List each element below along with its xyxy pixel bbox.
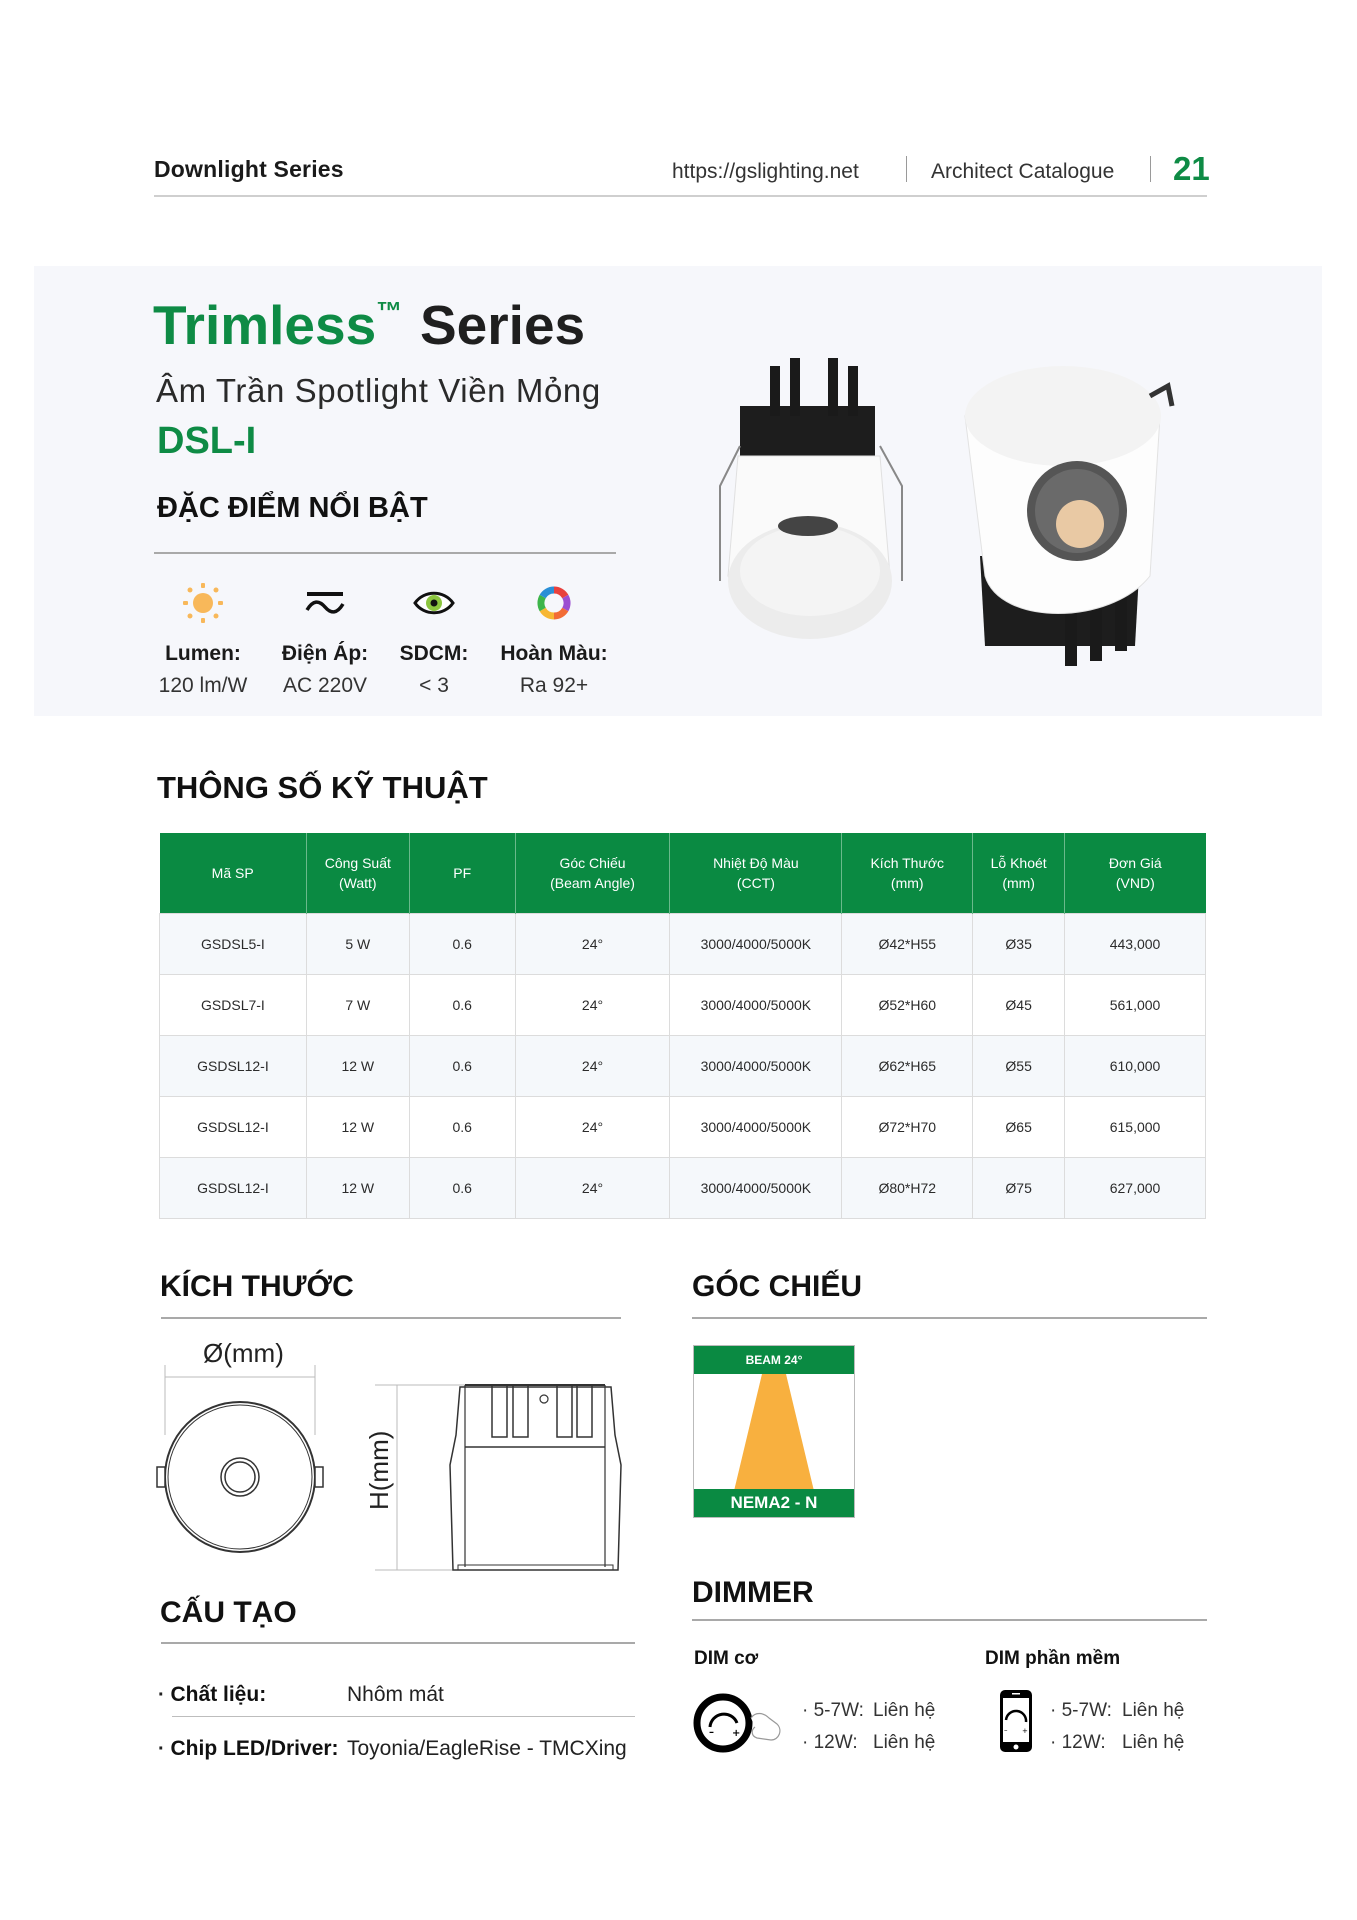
table-row [160,1157,1206,1218]
header-divider [1150,156,1151,182]
svg-text:+: + [1022,1727,1028,1735]
dim-mechanical-value: Liên hệ [873,1732,936,1753]
cell-cutout: Ø35 [973,913,1065,974]
feature-cri [499,578,609,698]
nema-label: NEMA2 - N [694,1489,854,1517]
features-heading: ĐẶC ĐIỂM NỔI BẬT [157,492,428,524]
dimension-drawing [150,1355,630,1585]
product-photo [680,346,1240,686]
cell-size: Ø62*H65 [842,1035,973,1096]
cell-beam: 24° [515,1096,670,1157]
dimensions-rule [161,1317,621,1319]
col-header-code: Mã SP [160,833,307,913]
cell-power: 12 W [306,1035,409,1096]
dim-mechanical-row: · 5-7W: [802,1700,864,1721]
beam-heading: GÓC CHIẾU [692,1270,863,1303]
col-header-price: Đơn Giá (VND) [1065,833,1206,913]
spec-heading: THÔNG SỐ KỸ THUẬT [157,770,488,805]
feature-lumen [148,578,258,698]
cell-size: Ø80*H72 [842,1157,973,1218]
cell-cct: 3000/4000/5000K [670,974,842,1035]
product-subtitle: Âm Trần Spotlight Viền Mỏng [156,372,601,409]
phone-dimmer-icon [997,1688,1037,1756]
dimensions-heading: KÍCH THƯỚC [160,1270,354,1303]
table-row [160,1035,1206,1096]
cell-cct: 3000/4000/5000K [670,1096,842,1157]
model-code: DSL-I [157,420,257,462]
website-link[interactable]: https://gslighting.net [672,160,859,183]
cell-power: 7 W [306,974,409,1035]
page-number: 21 [1173,150,1210,187]
downlight-fixture-left [720,358,902,639]
cell-cutout: Ø55 [973,1035,1065,1096]
height-label: H(mm) [364,1430,394,1510]
table-header-row [160,833,1206,913]
cell-beam: 24° [515,913,670,974]
header-divider [906,156,907,182]
catalogue-label: Architect Catalogue [931,160,1115,183]
cell-cutout: Ø75 [973,1157,1065,1218]
table-row [160,974,1206,1035]
diameter-label: Ø(mm) [203,1338,284,1368]
color-wheel-icon [499,578,609,628]
col-header-cutout: Lỗ Khoét (mm) [973,833,1065,913]
cell-cutout: Ø45 [973,974,1065,1035]
construction-item-chip [158,1737,339,1761]
cell-beam: 24° [515,1157,670,1218]
cell-price: 561,000 [1065,974,1206,1035]
construction-item-rule [172,1716,635,1717]
cell-size: Ø72*H70 [842,1096,973,1157]
feature-label: Điện Áp: [281,642,369,665]
cell-price: 610,000 [1065,1035,1206,1096]
cell-code: GSDSL12-I [160,1035,307,1096]
dim-software-row: · 12W: [1050,1732,1106,1753]
dim-software-row: · 5-7W: [1050,1700,1112,1721]
cell-pf: 0.6 [409,1157,515,1218]
cell-power: 12 W [306,1096,409,1157]
cell-beam: 24° [515,1035,670,1096]
bullet: · [158,1738,165,1760]
cell-pf: 0.6 [409,974,515,1035]
cell-code: GSDSL5-I [160,913,307,974]
bullet: · [158,1684,165,1706]
feature-value: 120 lm/W [158,674,248,697]
feature-label: Lumen: [165,642,241,665]
cell-pf: 0.6 [409,1035,515,1096]
trademark-symbol: ™ [376,296,403,326]
construction-item-material [158,1683,266,1707]
cell-cct: 3000/4000/5000K [670,913,842,974]
beam-diagram [693,1345,855,1518]
ac-voltage-icon [270,578,380,628]
dim-software-value: Liên hệ [1122,1700,1185,1721]
table-row [160,913,1206,974]
feature-sdcm [379,578,489,698]
construction-value: Nhôm mát [347,1683,444,1706]
table-row [160,1096,1206,1157]
brand-name: Trimless [153,294,377,356]
construction-label: Chất liệu: [170,1683,267,1706]
series-word: Series [420,294,586,356]
dim-mechanical-title: DIM cơ [694,1648,759,1669]
sun-icon [148,578,258,628]
cell-pf: 0.6 [409,913,515,974]
cell-code: GSDSL12-I [160,1096,307,1157]
dim-mechanical-value: Liên hệ [873,1700,936,1721]
col-header-size: Kích Thước (mm) [842,833,973,913]
dim-software-title: DIM phần mềm [985,1648,1121,1669]
construction-value: Toyonia/EagleRise - TMCXing [347,1737,627,1760]
col-header-cct: Nhiệt Độ Màu (CCT) [670,833,842,913]
cell-size: Ø52*H60 [842,974,973,1035]
beam-cone-icon [694,1374,854,1491]
beam-angle-label: BEAM 24° [694,1346,854,1374]
cell-beam: 24° [515,974,670,1035]
header-rule [154,195,1207,197]
dim-mechanical-row: · 12W: [802,1732,858,1753]
cell-price: 443,000 [1065,913,1206,974]
cell-power: 12 W [306,1157,409,1218]
cell-cct: 3000/4000/5000K [670,1157,842,1218]
cell-cct: 3000/4000/5000K [670,1035,842,1096]
feature-value: AC 220V [282,674,368,697]
feature-value: Ra 92+ [519,674,589,697]
cell-price: 627,000 [1065,1157,1206,1218]
eye-icon [379,578,489,628]
col-header-beam: Góc Chiếu (Beam Angle) [515,833,670,913]
col-header-power: Công Suất (Watt) [306,833,409,913]
rotary-dimmer-icon [693,1690,793,1756]
svg-text:+: + [732,1728,741,1739]
cell-code: GSDSL7-I [160,974,307,1035]
svg-text:–: – [709,1727,714,1738]
feature-label: Hoàn Màu: [500,642,608,665]
dimmer-rule [692,1619,1207,1621]
dimmer-heading: DIMMER [692,1576,814,1609]
svg-text:–: – [1004,1726,1008,1734]
col-header-pf: PF [409,833,515,913]
feature-voltage [270,578,380,698]
construction-rule [161,1642,635,1644]
construction-label: Chip LED/Driver: [170,1737,339,1760]
features-rule [154,552,616,554]
product-line-title [153,293,402,357]
construction-heading: CẤU TẠO [160,1596,297,1629]
downlight-fixture-right [965,366,1172,666]
cell-price: 615,000 [1065,1096,1206,1157]
spec-table [159,833,1206,1219]
series-label: Downlight Series [154,156,344,182]
cell-size: Ø42*H55 [842,913,973,974]
dim-software-value: Liên hệ [1122,1732,1185,1753]
cell-code: GSDSL12-I [160,1157,307,1218]
cell-pf: 0.6 [409,1096,515,1157]
feature-label: SDCM: [399,642,469,665]
beam-rule [692,1317,1207,1319]
cell-cutout: Ø65 [973,1096,1065,1157]
feature-value: < 3 [419,674,449,697]
cell-power: 5 W [306,913,409,974]
